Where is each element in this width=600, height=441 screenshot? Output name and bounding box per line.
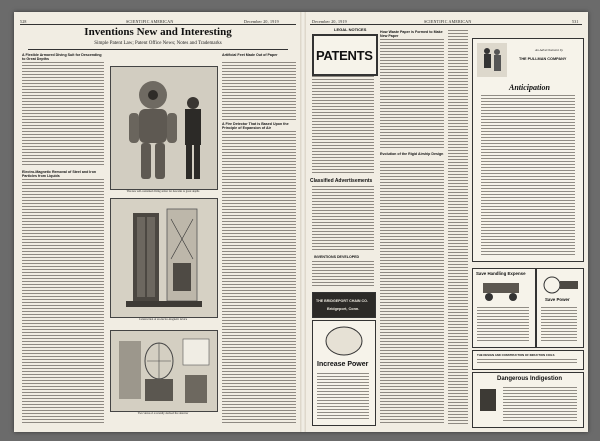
patents-heading: PATENTS [316,48,373,63]
dangerous-indigestion-heading: Dangerous Indigestion [497,376,563,382]
increase-power-heading: Increase Power [317,361,369,368]
caption-magnetic: Construction of an electro-magnetic device [138,318,188,321]
induction-coils-heading: THE DESIGN AND CONSTRUCTION OF INDUCTION COILS [477,353,555,357]
pullman-advert-by: An Advertisement by [535,48,563,52]
article-continued [448,30,468,425]
pullman-company: THE PULLMAN COMPANY [519,57,567,61]
machine-icon [540,273,580,295]
article-magnetic [22,179,104,425]
left-page [14,12,302,432]
dangerous-indigestion-text [503,387,577,421]
page-title: Inventions New and Interesting [84,26,232,38]
right-page-number: 531 [572,19,579,24]
save-handling-heading: Save Handling Expense [476,271,526,276]
heading-waste-paper: How Waste Paper is Formed to Make New Paper [380,30,443,38]
inventions-developed: INVENTIONS DEVELOPED [314,255,360,259]
legal-notices: LEGAL NOTICES [334,27,367,32]
book-icon [478,387,498,413]
heading-airship: Evolution of the Rigid Airship Design [380,152,444,156]
patents-ad [312,34,378,76]
save-handling-text [477,307,529,341]
bridgeport-city: Bridgeport, Conn. [327,307,360,311]
heading-magnetic: Electro-Magnetic Removal of Steel and Iron Particles from Liquids [22,170,104,178]
diving-suit-figure-icon [111,67,217,189]
right-masthead: SCIENTIFIC AMERICAN [424,19,472,24]
diving-suit-photo [110,66,218,190]
left-masthead: SCIENTIFIC AMERICAN [126,19,174,24]
caption-fire-detector: Two views of a recently devised fire detector [137,412,189,415]
classified-heading: Classified Advertisements [310,178,373,184]
save-power-ad [536,268,584,348]
right-date: December 20, 1919 [312,19,347,24]
article-airship [380,161,444,425]
fire-detector-photo [110,330,218,412]
save-power-heading: Save Power [545,297,570,302]
legal-notice-text [312,76,374,174]
left-page-number: 528 [20,19,27,24]
article-diving-suit [22,62,104,167]
pullman-ad [472,38,584,262]
right-page [304,12,588,432]
induction-coils-ad [472,350,584,370]
induction-coils-text [477,359,577,365]
increase-power-text [317,373,369,419]
magazine-spread [14,12,588,432]
caption-diving-suit: The new self-contained diving armor for descents to great depths [126,190,200,193]
left-head-rule [20,24,296,25]
magnetic-device-photo [110,198,218,318]
heading-fire-detector: A Fire Detector That is Based Upon the Principle of Expansion of Air [222,122,296,130]
increase-power-ad [312,320,376,426]
bridgeport-ad [312,292,376,318]
save-handling-ad [472,268,536,348]
article-waste-paper [380,39,444,149]
fire-detector-icon [111,331,217,411]
article-fire-detector [222,131,296,425]
page-subtitle: Simple Patent Law; Patent Office News; Notes and Trademarks [94,41,222,46]
heading-diving-suit: A Flexible Armored Diving Suit for Descending to Great Depths [22,53,104,61]
dangerous-indigestion-ad [472,372,584,428]
inventions-text [312,261,374,287]
right-head-rule [310,24,582,25]
pullman-text [481,95,575,255]
save-power-text [541,307,577,341]
magnetic-device-icon [111,199,217,317]
anticipation-heading: Anticipation [509,83,550,92]
bridgeport-name: THE BRIDGEPORT CHAIN CO. [316,299,368,303]
truck-icon [479,279,527,303]
bottle-icon [313,321,375,359]
title-rule [28,49,288,50]
heading-paper-feet: Artificial Feet Made Out of Paper [222,53,296,57]
classified-text [312,186,374,252]
pullman-illustration-icon [477,43,507,77]
article-paper-feet [222,62,296,120]
left-date: December 20, 1919 [244,19,279,24]
